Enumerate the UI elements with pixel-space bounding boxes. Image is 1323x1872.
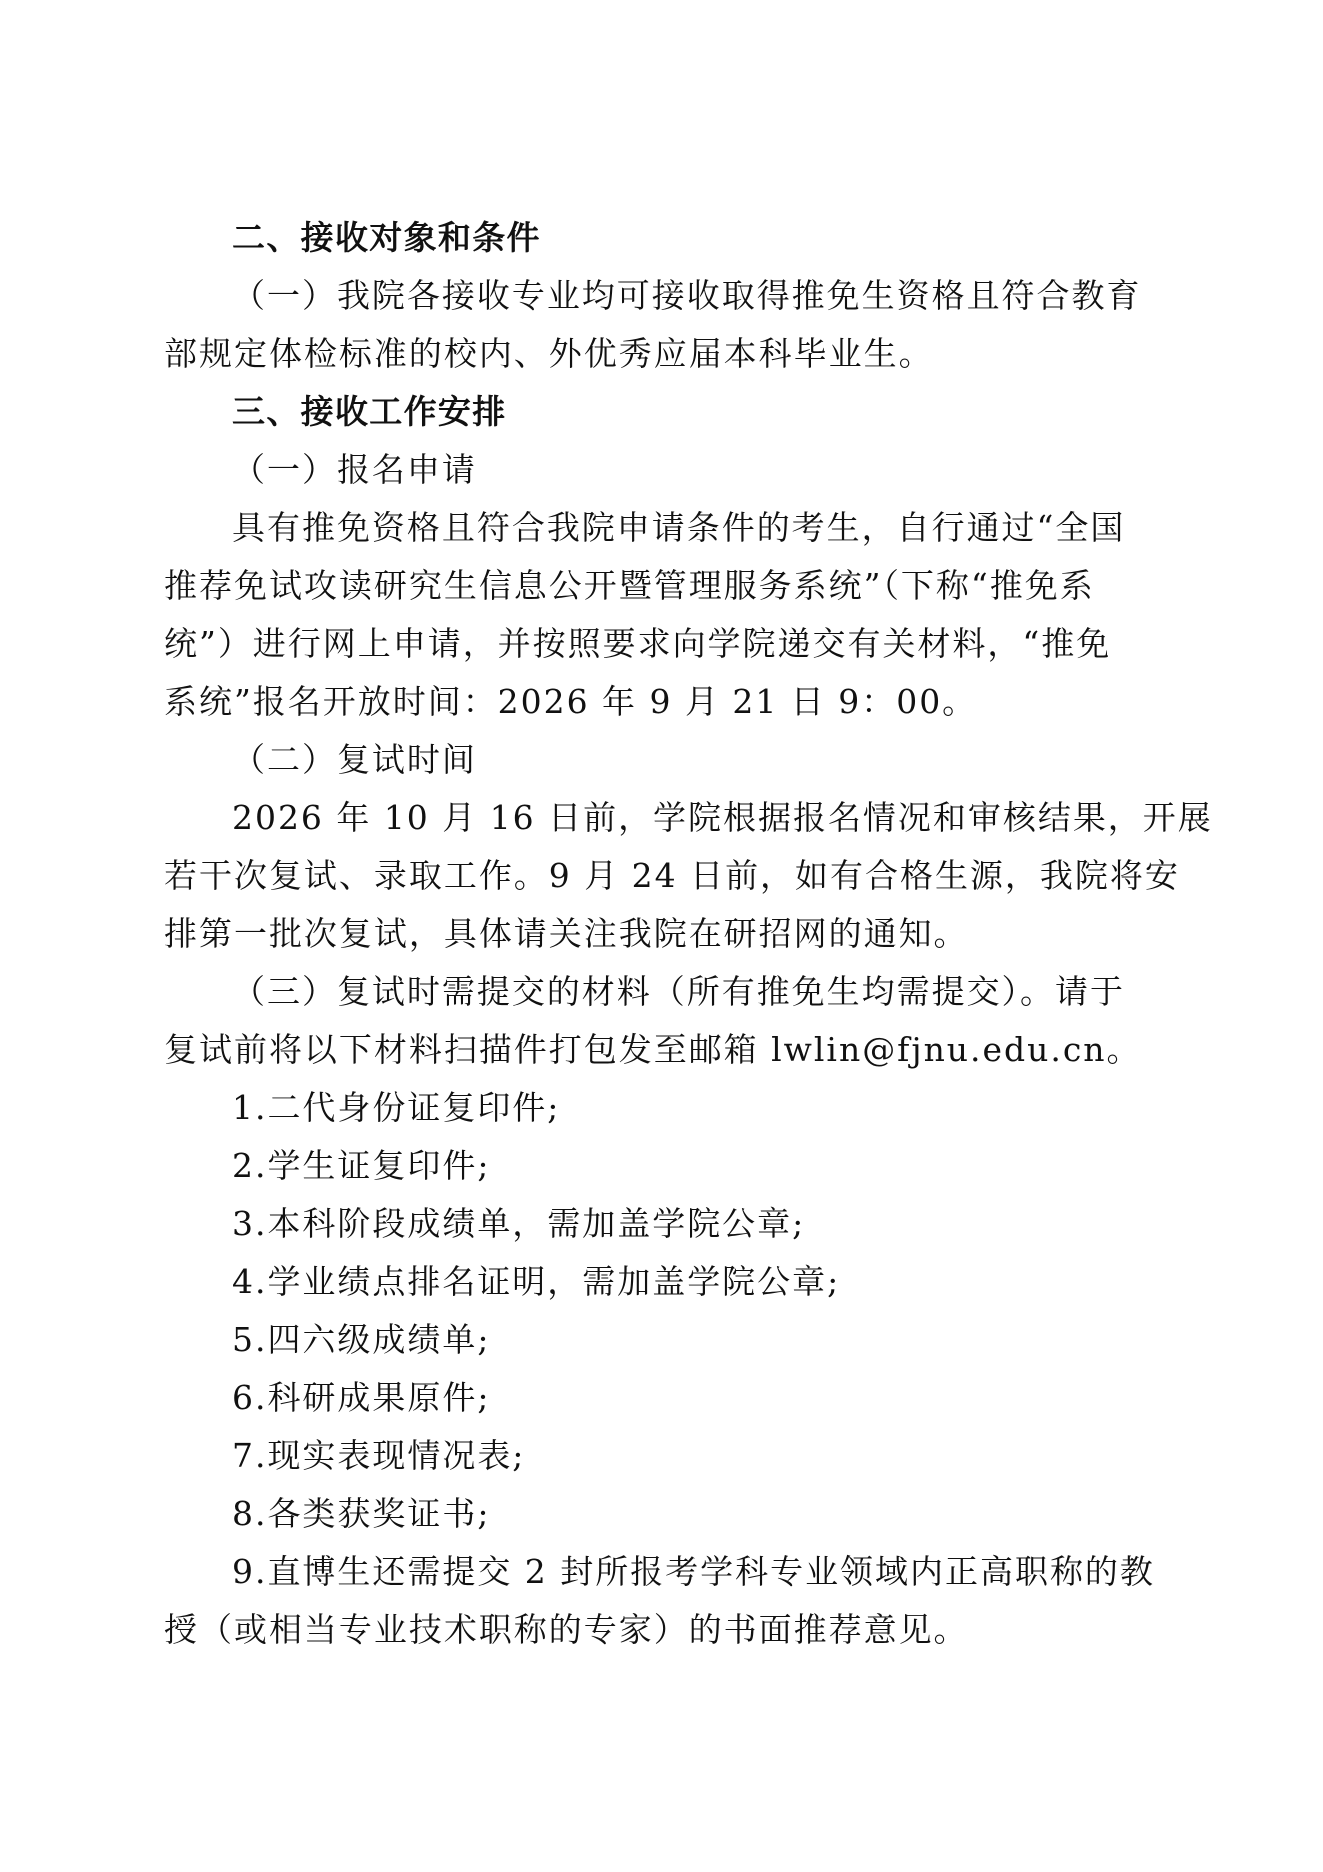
list-item: 7.现实表现情况表; (232, 1436, 526, 1475)
list-item: 3.本科阶段成绩单，需加盖学院公章; (232, 1204, 806, 1243)
list-item-continuation: 授（或相当专业技术职称的专家）的书面推荐意见。 (164, 1610, 969, 1649)
paragraph-line: 若干次复试、录取工作。9 月 24 日前，如有合格生源，我院将安 (164, 856, 1180, 895)
paragraph-line: 具有推免资格且符合我院申请条件的考生，自行通过“全国 (232, 508, 1126, 547)
paragraph-line: 2026 年 10 月 16 日前，学院根据报名情况和审核结果，开展 (232, 798, 1213, 837)
section-heading-3: 三、接收工作安排 (232, 392, 507, 431)
subsection-title: （一）报名申请 (232, 450, 477, 489)
paragraph-line: 推荐免试攻读研究生信息公开暨管理服务系统”（下称“推免系 (164, 566, 1095, 605)
list-item: 5.四六级成绩单; (232, 1320, 491, 1359)
section-heading-2: 二、接收对象和条件 (232, 218, 541, 257)
paragraph-line: 系统”报名开放时间：2026 年 9 月 21 日 9：00。 (164, 682, 978, 721)
paragraph-line: （一）我院各接收专业均可接收取得推免生资格且符合教育 (232, 276, 1142, 315)
subsection-title: （二）复试时间 (232, 740, 477, 779)
paragraph-line: 部规定体检标准的校内、外优秀应届本科毕业生。 (164, 334, 934, 373)
list-item: 9.直博生还需提交 2 封所报考学科专业领域内正高职称的教 (232, 1552, 1155, 1591)
list-item: 6.科研成果原件; (232, 1378, 491, 1417)
list-item: 2.学生证复印件; (232, 1146, 491, 1185)
paragraph-line: （三）复试时需提交的材料（所有推免生均需提交）。请于 (232, 972, 1125, 1011)
list-item: 4.学业绩点排名证明，需加盖学院公章; (232, 1262, 841, 1301)
list-item: 1.二代身份证复印件; (232, 1088, 561, 1127)
list-item: 8.各类获奖证书; (232, 1494, 491, 1533)
paragraph-line: 复试前将以下材料扫描件打包发至邮箱 lwlin@fjnu.edu.cn。 (164, 1030, 1142, 1069)
paragraph-line: 统”）进行网上申请，并按照要求向学院递交有关材料，“推免 (164, 624, 1112, 663)
paragraph-line: 排第一批次复试，具体请关注我院在研招网的通知。 (164, 914, 969, 953)
